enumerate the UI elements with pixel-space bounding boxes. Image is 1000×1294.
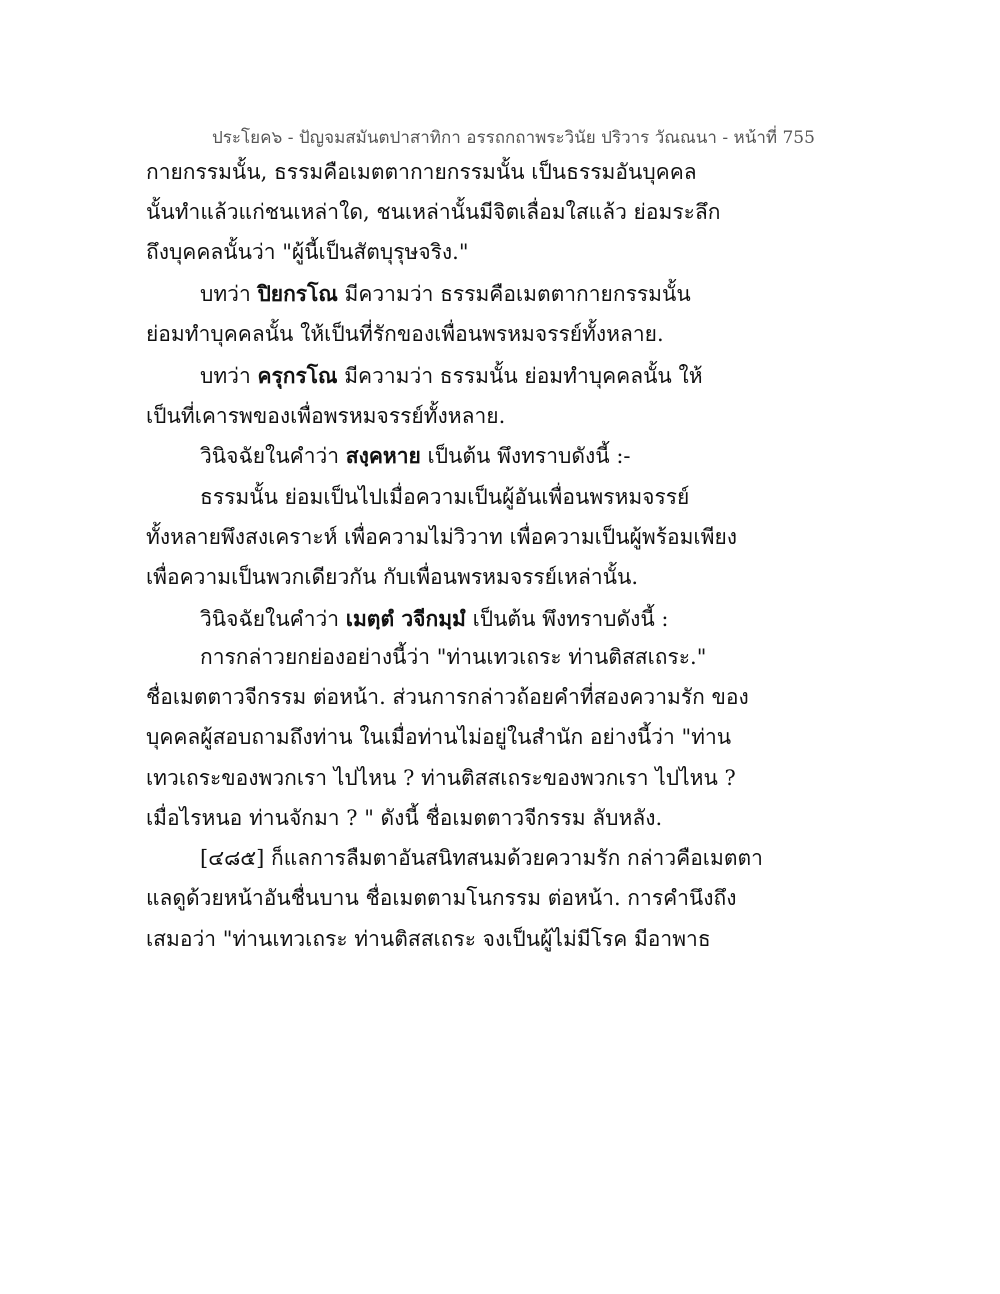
term-piyakarano: ปิยกรโณ — [257, 281, 338, 306]
text-span: บทว่า — [200, 282, 258, 306]
text-span: เป็นต้น พึงทราบดังนี้ :- — [420, 444, 631, 468]
text-line: [๔๘๕] ก็แลการลืมตาอันสนิทสนมด้วยความรัก กล่าวคือเมตตา — [200, 846, 763, 870]
text-line: ทั้งหลายพึงสงเคราะห์ เพื่อความไม่วิวาท เพื่อความเป็นผู้พร้อมเพียง — [146, 525, 738, 549]
page-header: ประโยค๖ - ปัญจมสมันตปาสาทิกา อรรถกถาพระวินัย ปริวาร วัณณนา - หน้าที่ 755 — [212, 128, 815, 148]
text-line — [200, 605, 668, 633]
text-line: นั้นทำแล้วแก่ชนเหล่าใด, ชนเหล่านั้นมีจิตเลื่อมใสแล้ว ย่อมระลึก — [146, 200, 721, 224]
term-sangahaya: สงฺคหาย — [345, 443, 421, 468]
text-line: เสมอว่า "ท่านเทวเถระ ท่านติสสเถระ จงเป็นผู้ไม่มีโรค มีอาพาธ — [146, 927, 711, 951]
text-line — [200, 442, 631, 470]
text-span: มีความว่า ธรรมนั้น ย่อมทำบุคคลนั้น ให้ — [337, 364, 703, 388]
text-span: วินิจฉัยในคำว่า — [200, 607, 346, 631]
text-line: เทวเถระของพวกเรา ไปไหน ? ท่านติสสเถระของพวกเรา ไปไหน ? — [146, 766, 736, 790]
text-line: แลดูด้วยหน้าอันชื่นบาน ชื่อเมตตามโนกรรม ต่อหน้า. การคำนึงถึง — [146, 886, 737, 910]
text-line: เป็นที่เคารพของเพื่อพรหมจรรย์ทั้งหลาย. — [146, 404, 506, 428]
text-span: เป็นต้น พึงทราบดังนี้ : — [465, 607, 669, 631]
text-line: การกล่าวยกย่องอย่างนี้ว่า "ท่านเทวเถระ ท่านติสสเถระ." — [200, 645, 707, 669]
text-line — [200, 362, 703, 390]
text-span: บทว่า — [200, 364, 258, 388]
text-line: เมื่อไรหนอ ท่านจักมา ? " ดังนี้ ชื่อเมตตาวจีกรรม ลับหลัง. — [146, 806, 663, 830]
text-span: วินิจฉัยในคำว่า — [200, 444, 346, 468]
text-line: เพื่อความเป็นพวกเดียวกัน กับเพื่อนพรหมจรรย์เหล่านั้น. — [146, 565, 639, 589]
term-metta-vacikamma: เมตฺตํ วจีกมฺมํ — [345, 606, 466, 631]
term-garukarano: ครุกรโณ — [257, 363, 338, 388]
text-line: ถึงบุคคลนั้นว่า "ผู้นี้เป็นสัตบุรุษจริง." — [146, 240, 469, 264]
text-span: มีความว่า ธรรมคือเมตตากายกรรมนั้น — [337, 282, 691, 306]
text-line — [200, 280, 691, 308]
text-line: ย่อมทำบุคคลนั้น ให้เป็นที่รักของเพื่อนพรหมจรรย์ทั้งหลาย. — [146, 322, 664, 346]
text-line: ชื่อเมตตาวจีกรรม ต่อหน้า. ส่วนการกล่าวถ้อยคำที่สองความรัก ของ — [146, 685, 749, 709]
text-line: กายกรรมนั้น, ธรรมคือเมตตากายกรรมนั้น เป็นธรรมอันบุคคล — [146, 160, 697, 184]
text-line: บุคคลผู้สอบถามถึงท่าน ในเมื่อท่านไม่อยู่ในสำนัก อย่างนี้ว่า "ท่าน — [146, 725, 732, 749]
text-line: ธรรมนั้น ย่อมเป็นไปเมื่อความเป็นผู้อันเพื่อนพรหมจรรย์ — [200, 485, 690, 509]
